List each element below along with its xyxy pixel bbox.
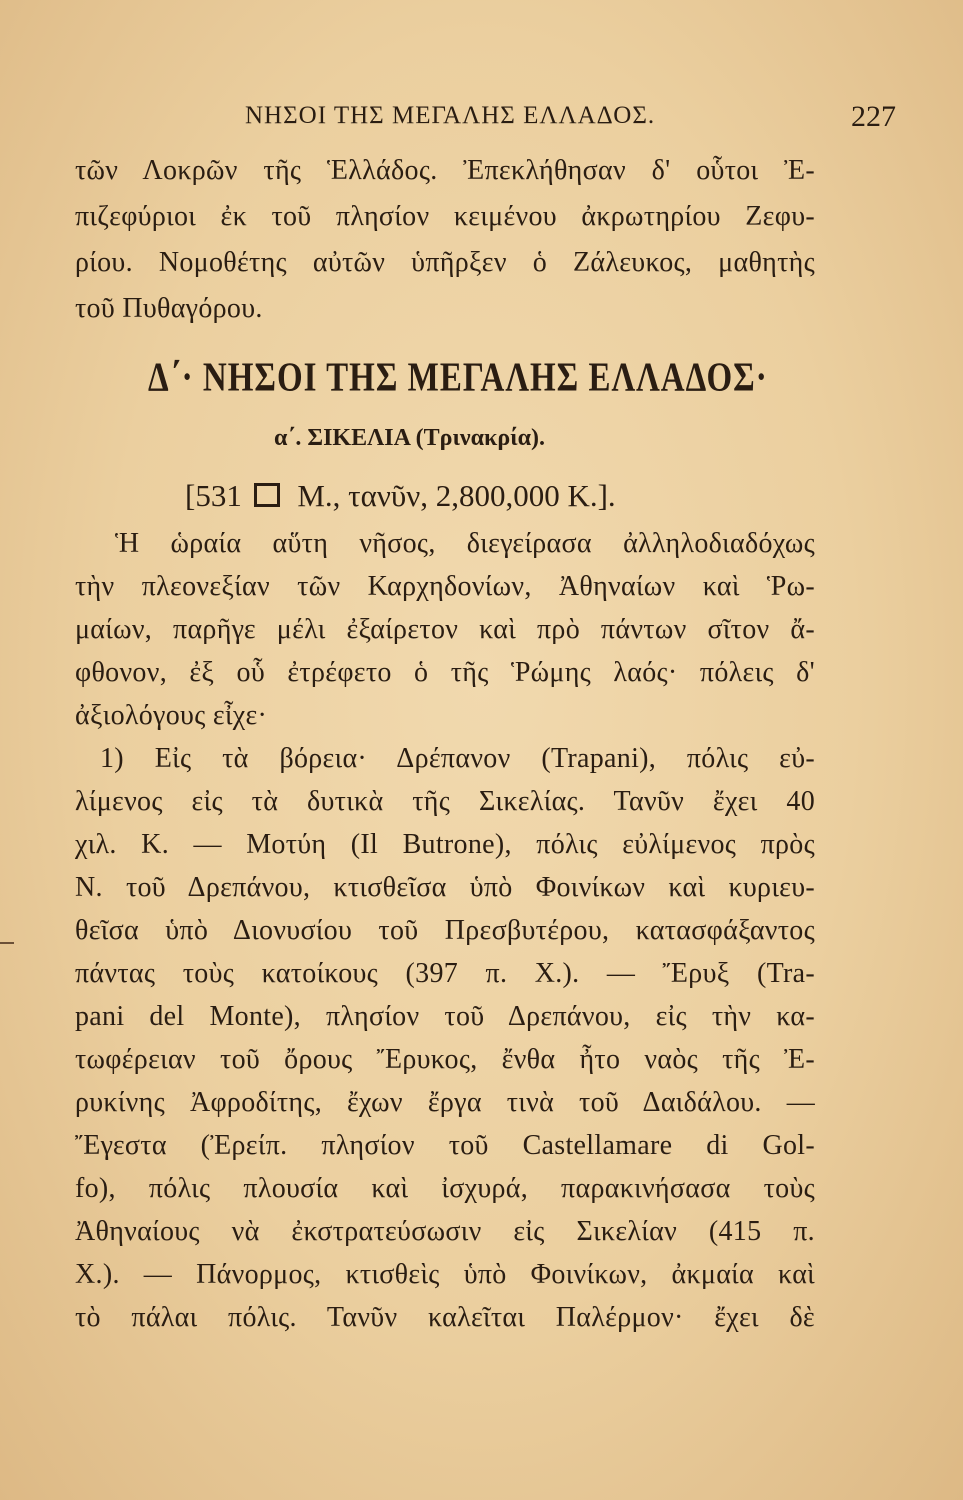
text-line: Ν. τοῦ Δρεπάνου, κτισθεῖσα ὑπὸ Φοινίκων καὶ κυριευ- xyxy=(75,872,815,903)
section-heading: Δ΄· ΝΗΣΟΙ ΤΗΣ ΜΕΓΑΛΗΣ ΕΛΛΑΔΟΣ· xyxy=(148,355,768,401)
text-line: τῶν Λοκρῶν τῆς Ἑλλάδος. Ἐπεκλήθησαν δ' οὗτοι Ἐ- xyxy=(75,155,815,186)
text-line: φθονον, ἐξ οὗ ἐτρέφετο ὁ τῆς Ῥώμης λαός· πόλεις δ' xyxy=(75,657,815,688)
area-value: [531 xyxy=(185,478,242,513)
text-line: τωφέρειαν τοῦ ὄρους Ἔρυκος, ἔνθα ἦτο ναὸς τῆς Ἐ- xyxy=(75,1044,815,1075)
text-line: ρίου. Νομοθέτης αὐτῶν ὑπῆρξεν ὁ Ζάλευκος, μαθητὴς xyxy=(75,247,815,278)
text-line: pani del Monte), πλησίον τοῦ Δρεπάνου, εἰς τὴν κα- xyxy=(75,1001,815,1032)
text-line: μαίων, παρῆγε μέλι ἐξαίρετον καὶ πρὸ πάντων σῖτον ἄ- xyxy=(75,614,815,645)
text-line: fo), πόλις πλουσία καὶ ἰσχυρά, παρακινήσασα τοὺς xyxy=(75,1173,815,1204)
text-line: Ἡ ὡραία αὕτη νῆσος, διεγείρασα ἀλληλοδιαδόχως xyxy=(115,528,815,559)
island-statistics xyxy=(185,478,616,514)
page-number: 227 xyxy=(851,100,896,133)
page-header xyxy=(75,100,896,140)
text-line: Ἀθηναίους νὰ ἐκστρατεύσωσιν εἰς Σικελίαν (415 π. xyxy=(75,1216,815,1247)
text-line: Χ.). — Πάνορμος, κτισθεὶς ὑπὸ Φοινίκων, ἀκμαία καὶ xyxy=(75,1259,815,1290)
text-line: Ἔγεστα (Ἐρείπ. πλησίον τοῦ Castellamare di Gol- xyxy=(75,1130,815,1161)
text-line: 1) Εἰς τὰ βόρεια· Δρέπανον (Trapani), πόλις εὐ- xyxy=(100,743,815,774)
square-miles-icon xyxy=(254,483,280,507)
text-line: ρυκίνης Ἀφροδίτης, ἔχων ἔργα τινὰ τοῦ Δαιδάλου. — xyxy=(75,1087,815,1118)
text-line: πιζεφύριοι ἐκ τοῦ πλησίον κειμένου ἀκρωτηρίου Ζεφυ- xyxy=(75,201,815,232)
text-line: τοῦ Πυθαγόρου. xyxy=(75,293,263,324)
binding-mark xyxy=(0,942,14,944)
population-value: Μ., τανῦν, 2,800,000 Κ.]. xyxy=(297,478,616,513)
subsection-heading: α΄. ΣΙΚΕΛΙΑ (Τρινακρία). xyxy=(274,425,546,451)
text-line: χιλ. Κ. — Μοτύη (Il Butrone), πόλις εὐλίμενος πρὸς xyxy=(75,829,815,860)
running-title: ΝΗΣΟΙ ΤΗΣ ΜΕΓΑΛΗΣ ΕΛΛΑΔΟΣ. xyxy=(245,102,656,129)
text-line: θεῖσα ὑπὸ Διονυσίου τοῦ Πρεσβυτέρου, κατασφάξαντος xyxy=(75,915,815,946)
text-line: τὸ πάλαι πόλις. Τανῦν καλεῖται Παλέρμον· ἔχει δὲ xyxy=(75,1302,815,1333)
text-line: πάντας τοὺς κατοίκους (397 π. Χ.). — Ἔρυξ (Tra- xyxy=(75,958,815,989)
text-line: λίμενος εἰς τὰ δυτικὰ τῆς Σικελίας. Τανῦν ἔχει 40 xyxy=(75,786,815,817)
text-line: τὴν πλεονεξίαν τῶν Καρχηδονίων, Ἀθηναίων καὶ Ῥω- xyxy=(75,571,815,602)
text-line: ἀξιολόγους εἶχε· xyxy=(75,700,268,731)
